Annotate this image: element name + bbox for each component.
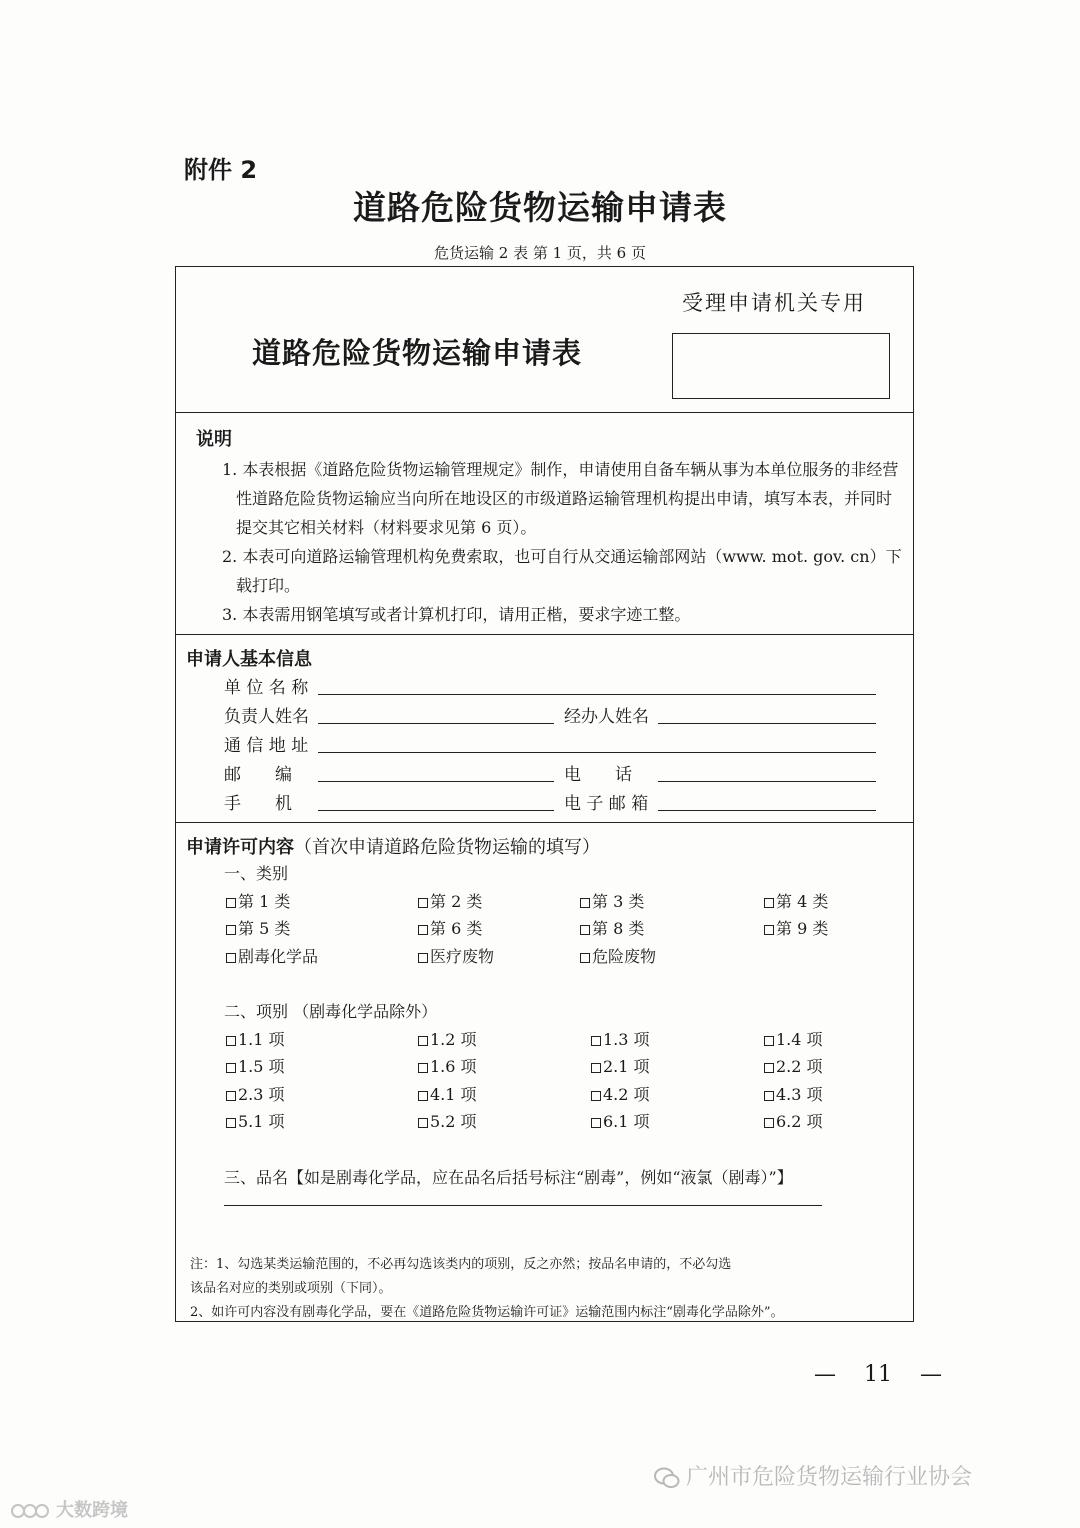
- checkbox-icon: [418, 925, 428, 935]
- item-option[interactable]: 1.3 项: [591, 1027, 650, 1050]
- instructions-section: [176, 413, 913, 635]
- manager-name-label: 负责人姓名: [224, 707, 309, 727]
- checkbox-icon: [226, 1036, 236, 1046]
- checkbox-icon: [226, 1118, 236, 1128]
- category-option[interactable]: 第 4 类: [764, 889, 828, 912]
- category-option[interactable]: 第 9 类: [764, 916, 828, 939]
- form-inner-title: 道路危险货物运输申请表: [252, 336, 583, 370]
- checkbox-icon: [764, 898, 774, 908]
- checkbox-icon: [580, 925, 590, 935]
- checkbox-icon: [580, 898, 590, 908]
- footnote-line: 2、如许可内容没有剧毒化学品，要在《道路危险货物运输许可证》运输范围内标注“剧毒化学品除外”。: [190, 1305, 784, 1320]
- permit-section: [176, 823, 913, 1321]
- checkbox-icon: [418, 953, 428, 963]
- item-option[interactable]: 4.1 项: [418, 1082, 477, 1105]
- item-option[interactable]: 1.2 项: [418, 1027, 477, 1050]
- checkbox-icon: [591, 1036, 601, 1046]
- form-title-section: [176, 267, 913, 413]
- item-option[interactable]: 2.2 项: [764, 1054, 823, 1077]
- phone-label: 电 话: [564, 765, 632, 785]
- item-option[interactable]: 1.5 项: [226, 1054, 285, 1077]
- form-page-info: 危货运输 2 表 第 1 页，共 6 页: [433, 244, 646, 262]
- category-option[interactable]: 第 8 类: [580, 916, 644, 939]
- category-option[interactable]: 第 3 类: [580, 889, 644, 912]
- mobile-label: 手 机: [224, 794, 292, 814]
- document-title: 道路危险货物运输申请表: [353, 188, 727, 227]
- phone-field[interactable]: [658, 781, 876, 782]
- instruction-item: 1. 本表根据《道路危险货物运输管理规定》制作，申请使用自备车辆从事为本单位服务的非经营性道路危险货物运输应当向所在地设区的市级道路运输管理机构提出申请，填写本表，并同时提交其它相关材料（材料要求见第 6 页）。: [222, 460, 899, 537]
- unit-name-label: 单 位 名 称: [224, 678, 309, 698]
- handler-name-field[interactable]: [658, 723, 876, 724]
- address-field[interactable]: [318, 752, 876, 753]
- manager-name-field[interactable]: [318, 723, 554, 724]
- checkbox-icon: [591, 1091, 601, 1101]
- watermark-brand: 大数跨境: [10, 1496, 128, 1522]
- checkbox-icon: [418, 1063, 428, 1073]
- checkbox-icon: [764, 1118, 774, 1128]
- checkbox-icon: [226, 925, 236, 935]
- attachment-label: 附件 2: [184, 156, 258, 184]
- checkbox-icon: [418, 1091, 428, 1101]
- dash-decoration: —: [814, 1362, 836, 1387]
- checkbox-icon: [226, 953, 236, 963]
- wechat-icon: [654, 1467, 680, 1489]
- application-form: [175, 266, 914, 1322]
- dash-decoration: —: [920, 1362, 942, 1387]
- checkbox-icon: [418, 1118, 428, 1128]
- checkbox-icon: [418, 898, 428, 908]
- checkbox-icon: [591, 1118, 601, 1128]
- footnote-line: 注：1、勾选某类运输范围的，不必再勾选该类内的项别，反之亦然；按品名申请的，不必勾选: [190, 1257, 732, 1272]
- page-number-value: 11: [864, 1362, 892, 1387]
- permit-heading-text: 申请许可内容: [186, 837, 294, 858]
- checkbox-icon: [226, 898, 236, 908]
- item-heading: 二、项别 （剧毒化学品除外）: [224, 1002, 438, 1021]
- instruction-item: 3. 本表需用钢笔填写或者计算机打印，请用正楷，要求字迹工整。: [222, 605, 691, 624]
- item-option[interactable]: 2.3 项: [226, 1082, 285, 1105]
- checkbox-icon: [418, 1036, 428, 1046]
- applicant-heading: 申请人基本信息: [186, 649, 312, 670]
- item-option[interactable]: 6.1 项: [591, 1109, 650, 1132]
- item-option[interactable]: 4.3 项: [764, 1082, 823, 1105]
- office-use-box: [672, 333, 890, 399]
- category-option[interactable]: 第 2 类: [418, 889, 482, 912]
- item-option[interactable]: 1.1 项: [226, 1027, 285, 1050]
- category-option[interactable]: 剧毒化学品: [226, 944, 318, 967]
- product-name-heading: 三、品名【如是剧毒化学品，应在品名后括号标注“剧毒”，例如“液氯（剧毒）”】: [224, 1168, 793, 1187]
- category-heading: 一、类别: [224, 864, 289, 883]
- checkbox-icon: [580, 953, 590, 963]
- category-option[interactable]: 第 1 类: [226, 889, 290, 912]
- postcode-label: 邮 编: [224, 765, 292, 785]
- email-field[interactable]: [658, 810, 876, 811]
- handler-name-label: 经办人姓名: [564, 707, 649, 727]
- watermark-association: 广州市危险货物运输行业协会: [654, 1460, 972, 1491]
- address-label: 通 信 地 址: [224, 736, 309, 756]
- checkbox-icon: [226, 1091, 236, 1101]
- category-option[interactable]: 第 5 类: [226, 916, 290, 939]
- applicant-info-section: [176, 635, 913, 823]
- email-label: 电 子 邮 箱: [564, 794, 649, 814]
- category-option[interactable]: 医疗废物: [418, 944, 494, 967]
- item-option[interactable]: 6.2 项: [764, 1109, 823, 1132]
- checkbox-icon: [764, 1063, 774, 1073]
- applicant-fields: [224, 673, 884, 818]
- checkbox-icon: [591, 1063, 601, 1073]
- page-number: [800, 1362, 956, 1387]
- category-option[interactable]: 第 6 类: [418, 916, 482, 939]
- item-option[interactable]: 1.4 项: [764, 1027, 823, 1050]
- item-option[interactable]: 2.1 项: [591, 1054, 650, 1077]
- item-option[interactable]: 5.2 项: [418, 1109, 477, 1132]
- unit-name-field[interactable]: [318, 694, 876, 695]
- instructions-heading: 说明: [196, 429, 232, 450]
- office-use-label: 受理申请机关专用: [682, 291, 866, 315]
- brand-logo-icon: [10, 1501, 50, 1521]
- permit-heading-note: （首次申请道路危险货物运输的填写）: [294, 837, 600, 858]
- checkbox-icon: [764, 1091, 774, 1101]
- checkbox-icon: [226, 1063, 236, 1073]
- checkbox-icon: [764, 1036, 774, 1046]
- category-option[interactable]: 危险废物: [580, 944, 656, 967]
- product-name-field[interactable]: [224, 1205, 822, 1206]
- instructions-list: [222, 455, 902, 629]
- permit-heading: [186, 833, 600, 859]
- item-option[interactable]: 4.2 项: [591, 1082, 650, 1105]
- mobile-field[interactable]: [318, 810, 554, 811]
- item-option[interactable]: 5.1 项: [226, 1109, 285, 1132]
- checkbox-icon: [764, 925, 774, 935]
- postcode-field[interactable]: [318, 781, 554, 782]
- footnote-line: 该品名对应的类别或项别（下同）。: [190, 1281, 392, 1296]
- instruction-item: 2. 本表可向道路运输管理机构免费索取，也可自行从交通运输部网站（www. mot. gov. cn）下载打印。: [222, 547, 902, 595]
- item-option[interactable]: 1.6 项: [418, 1054, 477, 1077]
